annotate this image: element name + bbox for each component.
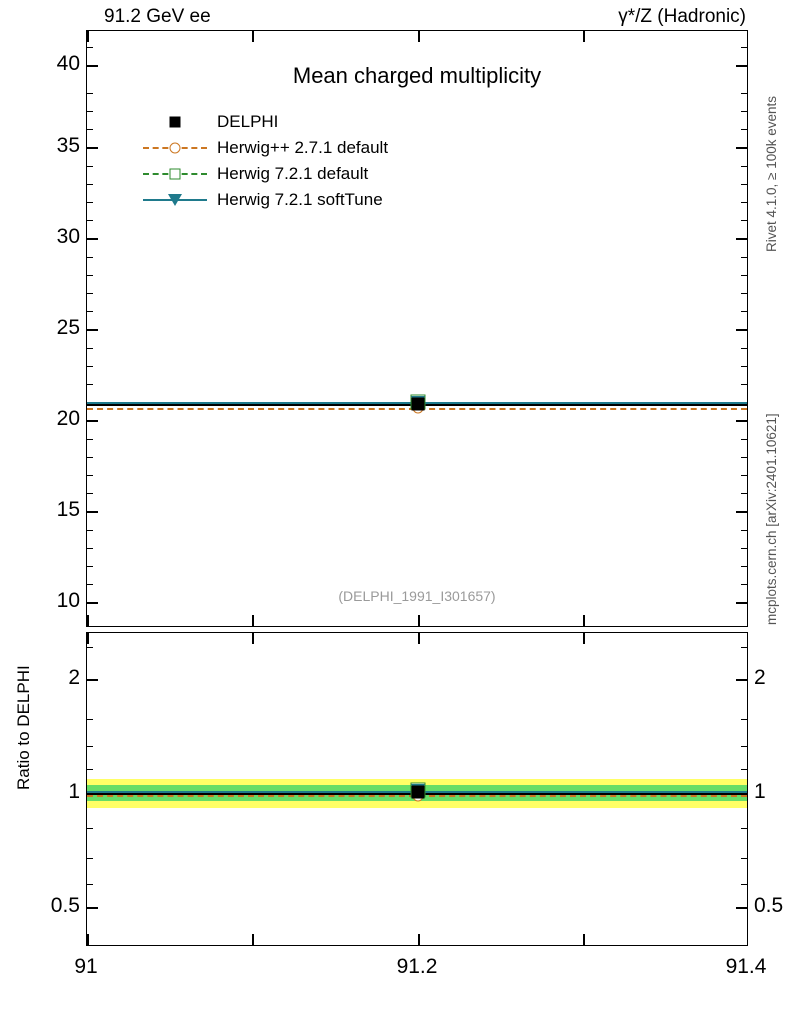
y-tick-30 <box>87 238 98 240</box>
ratio-x-minor-tick-bottom <box>252 934 254 945</box>
legend-entry-delphi <box>139 109 388 135</box>
legend <box>139 109 388 213</box>
y-axis-label-20: 20 <box>56 407 80 430</box>
y-minor-tick <box>87 439 93 440</box>
y-minor-tick <box>87 493 93 494</box>
y-minor-tick <box>87 293 93 294</box>
y-axis-label-15: 15 <box>56 498 80 521</box>
ratio-x-tick-91p2-top <box>418 633 420 644</box>
y-minor-tick <box>741 111 747 112</box>
x-axis-label-91p4: 91.4 <box>725 955 767 978</box>
ratio-x-tick-91-bottom <box>87 934 89 945</box>
marker-delphi <box>412 398 425 411</box>
ratio-y-minor-tick <box>87 828 93 829</box>
ratio-x-minor-tick-bottom <box>583 934 585 945</box>
x-tick-91p4-top <box>747 31 748 42</box>
ratio-y-minor-tick <box>741 746 747 747</box>
beam-energy-label: 91.2 GeV ee <box>104 6 211 27</box>
legend-entry-herwig721-default <box>139 161 388 187</box>
ratio-y-minor-tick <box>741 647 747 648</box>
y-minor-tick <box>741 166 747 167</box>
ratio-y-minor-tick <box>741 719 747 720</box>
y-minor-tick <box>87 384 93 385</box>
y-minor-tick <box>87 129 93 130</box>
y-minor-tick <box>741 93 747 94</box>
y-minor-tick <box>741 584 747 585</box>
y-tick-40 <box>87 65 98 67</box>
ratio-y-minor-tick <box>741 884 747 885</box>
y-minor-tick <box>741 311 747 312</box>
ratio-y-tick-1 <box>87 793 98 795</box>
legend-marker-herwig721-softtune <box>139 189 211 211</box>
legend-entry-herwigpp-271 <box>139 135 388 161</box>
ratio-y-tick-1-right <box>736 793 747 795</box>
y-minor-tick <box>741 293 747 294</box>
x-tick-91-top <box>87 31 89 42</box>
ratio-y-tick-0p5 <box>87 907 98 909</box>
y-axis-label-25: 25 <box>56 316 80 339</box>
y-minor-tick <box>87 111 93 112</box>
y-minor-tick <box>87 202 93 203</box>
y-minor-tick <box>741 348 747 349</box>
ratio-y-axis-label-2-right: 2 <box>754 666 766 689</box>
y-tick-40-right <box>736 65 747 67</box>
y-minor-tick <box>87 548 93 549</box>
x-axis-label-91: 91 <box>74 955 98 978</box>
y-minor-tick <box>741 202 747 203</box>
y-minor-tick <box>741 384 747 385</box>
ratio-y-minor-tick <box>87 719 93 720</box>
process-label: γ*/Z (Hadronic) <box>618 6 746 27</box>
y-tick-10-right <box>736 602 747 604</box>
rivet-version-annotation: Rivet 4.1.0, ≥ 100k events <box>764 96 779 252</box>
x-tick-91p2-top <box>418 31 420 42</box>
ratio-y-axis-label-2: 2 <box>68 666 80 689</box>
legend-entry-herwig721-softtune <box>139 187 388 213</box>
y-minor-tick <box>87 166 93 167</box>
y-tick-25 <box>87 329 98 331</box>
y-axis-label-35: 35 <box>56 134 80 157</box>
y-minor-tick <box>87 47 93 48</box>
y-minor-tick <box>741 457 747 458</box>
x-tick-91-bottom <box>87 615 89 626</box>
open-square-icon <box>170 169 181 180</box>
y-minor-tick <box>87 584 93 585</box>
y-axis-label-10: 10 <box>56 589 80 612</box>
y-minor-tick <box>741 47 747 48</box>
y-minor-tick <box>741 566 747 567</box>
ratio-x-tick-91p4-top <box>747 633 748 644</box>
ratio-y-minor-tick <box>87 884 93 885</box>
legend-label-herwig721-default: Herwig 7.2.1 default <box>217 164 369 183</box>
ratio-y-tick-0p5-right <box>736 907 747 909</box>
x-axis-label-91p2: 91.2 <box>396 955 438 978</box>
filled-square-icon <box>170 117 181 128</box>
ratio-y-minor-tick <box>741 828 747 829</box>
y-tick-20-right <box>736 420 747 422</box>
legend-label-delphi: DELPHI <box>217 112 279 131</box>
y-minor-tick <box>741 275 747 276</box>
ratio-y-minor-tick <box>741 858 747 859</box>
y-minor-tick <box>87 457 93 458</box>
ratio-x-tick-91p4-bottom <box>747 934 748 945</box>
open-circle-icon <box>170 143 181 154</box>
legend-marker-herwig721-default <box>139 163 211 185</box>
y-minor-tick <box>87 475 93 476</box>
y-minor-tick <box>87 530 93 531</box>
ratio-y-axis-label-1-right: 1 <box>754 780 766 803</box>
ratio-x-minor-tick-top <box>252 633 254 644</box>
ratio-y-minor-tick <box>87 746 93 747</box>
y-tick-20 <box>87 420 98 422</box>
ratio-y-minor-tick <box>87 647 93 648</box>
ratio-y-tick-2 <box>87 679 98 681</box>
legend-label-herwig721-softtune: Herwig 7.2.1 softTune <box>217 190 383 209</box>
y-minor-tick <box>87 566 93 567</box>
legend-marker-delphi <box>139 111 211 133</box>
x-minor-tick-bottom <box>583 615 585 626</box>
x-minor-tick-bottom <box>252 615 254 626</box>
y-axis-label-40: 40 <box>56 52 80 75</box>
y-minor-tick <box>741 493 747 494</box>
ratio-y-tick-2-right <box>736 679 747 681</box>
ratio-y-minor-tick <box>87 858 93 859</box>
ratio-plot-panel <box>86 632 748 946</box>
y-minor-tick <box>741 257 747 258</box>
y-minor-tick <box>87 348 93 349</box>
analysis-id-watermark: (DELPHI_1991_I301657) <box>338 588 496 604</box>
y-minor-tick <box>87 257 93 258</box>
y-minor-tick <box>87 220 93 221</box>
y-tick-10 <box>87 602 98 604</box>
y-minor-tick <box>87 184 93 185</box>
ratio-y-minor-tick <box>741 769 747 770</box>
ratio-y-axis-label-0p5: 0.5 <box>50 894 80 917</box>
x-minor-tick-top <box>583 31 585 42</box>
filled-triangle-down-icon <box>168 194 182 206</box>
y-minor-tick <box>87 275 93 276</box>
ratio-y-axis-label-0p5-right: 0.5 <box>754 894 784 917</box>
ratio-y-axis-label-1: 1 <box>68 780 80 803</box>
y-minor-tick <box>741 366 747 367</box>
ratio-y-minor-tick <box>87 769 93 770</box>
ratio-y-axis-title: Ratio to DELPHI <box>14 665 33 790</box>
y-tick-15-right <box>736 511 747 513</box>
main-plot-panel <box>86 30 748 627</box>
y-tick-35-right <box>736 147 747 149</box>
ratio-x-tick-91-top <box>87 633 89 644</box>
y-minor-tick <box>741 548 747 549</box>
y-minor-tick <box>87 311 93 312</box>
y-minor-tick <box>741 184 747 185</box>
ratio-marker-delphi <box>412 786 425 799</box>
x-tick-91p4-bottom <box>747 615 748 626</box>
y-minor-tick <box>741 475 747 476</box>
y-minor-tick <box>741 530 747 531</box>
legend-label-herwigpp-271: Herwig++ 2.7.1 default <box>217 138 389 157</box>
legend-marker-herwigpp-271 <box>139 137 211 159</box>
ratio-x-minor-tick-top <box>583 633 585 644</box>
mcplots-annotation: mcplots.cern.ch [arXiv:2401.10621] <box>764 413 779 625</box>
y-minor-tick <box>741 220 747 221</box>
y-tick-15 <box>87 511 98 513</box>
y-minor-tick <box>87 366 93 367</box>
y-tick-25-right <box>736 329 747 331</box>
y-tick-35 <box>87 147 98 149</box>
y-minor-tick <box>741 439 747 440</box>
y-minor-tick <box>741 129 747 130</box>
x-minor-tick-top <box>252 31 254 42</box>
y-tick-30-right <box>736 238 747 240</box>
x-tick-91p2-bottom <box>418 615 420 626</box>
ratio-x-tick-91p2-bottom <box>418 934 420 945</box>
y-minor-tick <box>87 93 93 94</box>
plot-title: Mean charged multiplicity <box>292 63 542 88</box>
y-axis-label-30: 30 <box>56 225 80 248</box>
